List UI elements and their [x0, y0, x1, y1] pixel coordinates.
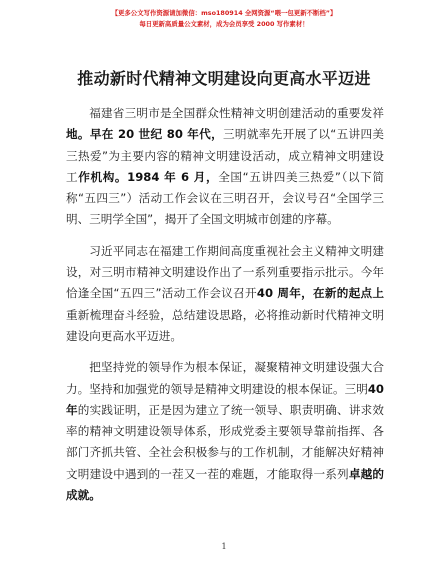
p1-text-a: 福建省三明市是全国群众性精神文明创建活动的重要发祥: [89, 106, 384, 120]
p1-text-c: 三明就率先开展了以“五讲四美三热爱”为主要内容的精神文明建设活动，成立精神文明建设工: [66, 127, 384, 184]
promo-line-1: 【更多公文写作资源请加微信：mso180914 全网资源“喂一包更新不断档”】: [111, 9, 337, 17]
p2-bold-b: 40 周年，在新的起点上: [256, 286, 385, 301]
promo-line-2: 每日更新高质量公文素材，成为会员享受 2000 写作素材！: [139, 20, 309, 28]
p3-bold-b: 40 年: [66, 381, 384, 417]
document-title: 推动新时代精神文明建设向更高水平迈进: [77, 69, 371, 88]
p1-text-e: 全国“五讲四美三热爱”（以下简称“五四三”）活动工作会议在三明召开，会议号召“全国学三明、三明学全国”，揭开了全国文明城市创建的序幕。: [66, 169, 384, 227]
p1-bold-b: 地。早在 20 世纪 80 年代，: [66, 127, 224, 142]
document-body: [66, 103, 384, 516]
p3-text-c: 的实践证明，正是因为建立了统一领导、职责明确、讲求效率的精神文明建设领导体系，形成党委主要领导靠前指挥、各部门齐抓共管、全社会积极参与的工作机制，才能解决好精神文明建设中遇到的一茬又一茬的难题，才能取得一系列: [66, 402, 384, 481]
p2-text-a: 习近平同志在福建工作期间高度重视社会主义精神文明建设，对三明市精神文明建设作出了一系列重要指示批示。今年恰逢全国“五四三”活动工作会议召开: [66, 243, 384, 301]
paragraph-2: [66, 241, 384, 347]
page-number: 1: [221, 542, 227, 551]
paragraph-1: [66, 103, 384, 231]
p3-text-a: 把坚持党的领导作为根本保证，凝聚精神文明建设强大合力。坚持和加强党的领导是精神文明建设的根本保证。三明: [66, 360, 384, 396]
paragraph-3: [66, 357, 384, 506]
promo-banner: [0, 8, 448, 30]
p3-bold-d: 卓越的成就。: [66, 466, 384, 503]
p2-text-c: 重新梳理奋斗经验，总结建设思路，必将推动新时代精神文明建设向更高水平迈进。: [66, 307, 384, 343]
p1-bold-d: 作机构。1984 年 6 月，: [78, 169, 219, 184]
